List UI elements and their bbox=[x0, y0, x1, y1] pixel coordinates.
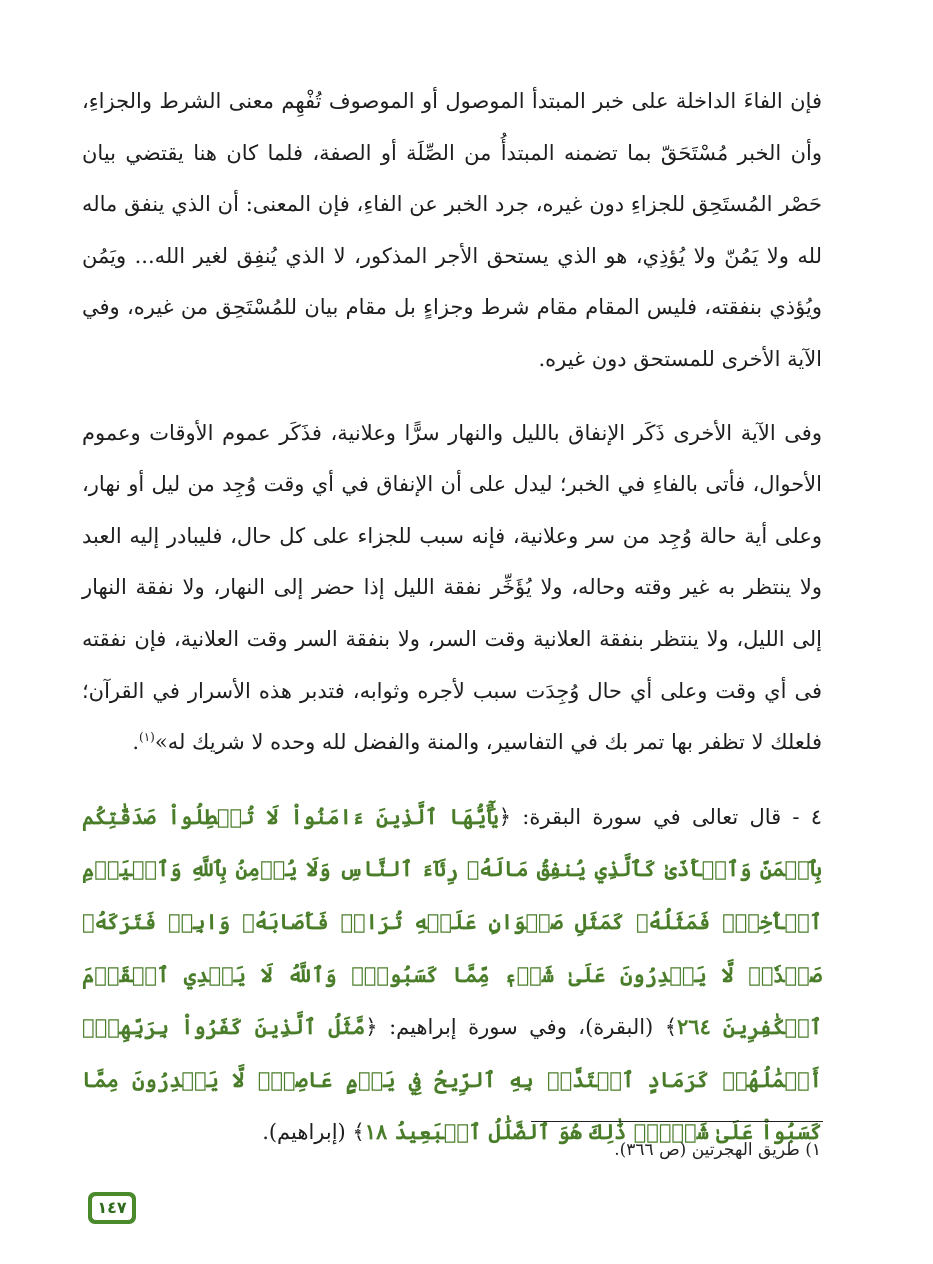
item-4-paragraph bbox=[82, 791, 822, 1159]
quran-verse-ibrahim: مَّثَلُ ٱلَّذِينَ كَفَرُواْ بِرَبِّهِمۡۖ أَعۡمَٰلُهُمۡ كَرَمَادٍ ٱشۡتَدَّتۡ بِهِ ٱلرِّيحُ فِي يَوۡمٍ عَاصِفٖۖ لَّا يَقۡدِرُونَ مِمَّا كَسَبُواْ عَلَىٰ شَيۡءٖۚ ذَٰلِكَ هُوَ ٱلضَّلَٰلُ ٱلۡبَعِيدُ ١٨ bbox=[82, 1014, 822, 1145]
paragraph-2 bbox=[82, 408, 822, 769]
paragraph-2-end: . bbox=[132, 730, 140, 755]
item-4-end: ﴾ (إبراهيم). bbox=[262, 1120, 365, 1145]
paragraph-2-text: وفى الآية الأخرى ذَكَر الإنفاق بالليل والنهار سرًّا وعلانية، فذَكَر عموم الأوقات وعموم الأحوال، فأتى بالفاءِ في الخبر؛ ليدل على أن الإنفاق في أي وقت وُجِد من ليل أو نهار، وعلى أية حالة وُجِد من سر وعلانية، فإنه سبب للجزاء على كل حال، فليبادر إليه العبد ولا ينتظر به غير وقته وحاله، ولا يُؤَخِّر نفقة الليل إذا حضر إلى النهار، ولا نفقة النهار إلى الليل، ولا ينتظر بنفقة العلانية وقت السر، ولا بنفقة السر وقت العلانية، فإن نفقته فى أي وقت وعلى أي حال وُجِدَت سبب لأجره وثوابه، فتدبر هذه الأسرار في القرآن؛ فلعلك لا تظفر بها تمر بك في التفاسير، والمنة والفضل لله وحده لا شريك له» bbox=[82, 420, 822, 755]
item-4-mid: ﴾ (البقرة)، وفي سورة إبراهيم: ﴿ bbox=[365, 1015, 678, 1040]
page-number-badge bbox=[88, 1192, 136, 1224]
paragraph-gap bbox=[82, 769, 822, 791]
quran-verse-baqarah: يَٰٓأَيُّهَا ٱلَّذِينَ ءَامَنُواْ لَا تُبۡطِلُواْ صَدَقَٰتِكُم بِٱلۡمَنِّ وَٱلۡأَذَىٰ كَٱلَّذِي يُنفِقُ مَالَهُۥ رِئَآءَ ٱلنَّاسِ وَلَا يُؤۡمِنُ بِٱللَّهِ وَٱلۡيَوۡمِ ٱلۡأٓخِرِۖ فَمَثَلُهُۥ كَمَثَلِ صَفۡوَانٍ عَلَيۡهِ تُرَابٞ فَأَصَابَهُۥ وَابِلٞ فَتَرَكَهُۥ صَلۡدٗاۖ لَّا يَقۡدِرُونَ عَلَىٰ شَيۡءٖ مِّمَّا كَسَبُواْۗ وَٱللَّهُ لَا يَهۡدِي ٱلۡقَوۡمَ ٱلۡكَٰفِرِينَ ٢٦٤ bbox=[82, 803, 823, 1040]
footnote-reference[interactable]: (١) bbox=[139, 730, 155, 745]
paragraph-gap bbox=[82, 386, 822, 408]
footnote-divider bbox=[531, 1121, 823, 1122]
page-body bbox=[82, 76, 822, 1159]
footnote: ١) طريق الهجرتين (ص ٣٦٦). bbox=[614, 1140, 821, 1160]
paragraph-1: فإن الفاءَ الداخلة على خبر المبتدأ الموصول أو الموصوف تُفْهِم معنى الشرط والجزاءِ، وأن الخبر مُسْتَحَقّ بما تضمنه المبتدأُ من الصِّلَة أو الصفة، فلما كان هنا يقتضي بيان حَصْر المُستَحِق للجزاءِ دون غيره، جرد الخبر عن الفاءِ، فإن المعنى: أن الذي ينفق ماله لله ولا يَمُنّ ولا يُؤذِي، هو الذي يستحق الأجر المذكور، لا الذي يُنفِق لغير الله... ويَمُن ويُؤذي بنفقته، فليس المقام مقام شرط وجزاءٍ بل مقام بيان للمُسْتَحِق من غيره، وفي الآية الأخرى للمستحق دون غيره. bbox=[82, 89, 822, 371]
page-number: ١٤٧ bbox=[92, 1196, 132, 1220]
item-4-intro: ٤ - قال تعالى في سورة البقرة: ﴿ bbox=[498, 804, 822, 829]
